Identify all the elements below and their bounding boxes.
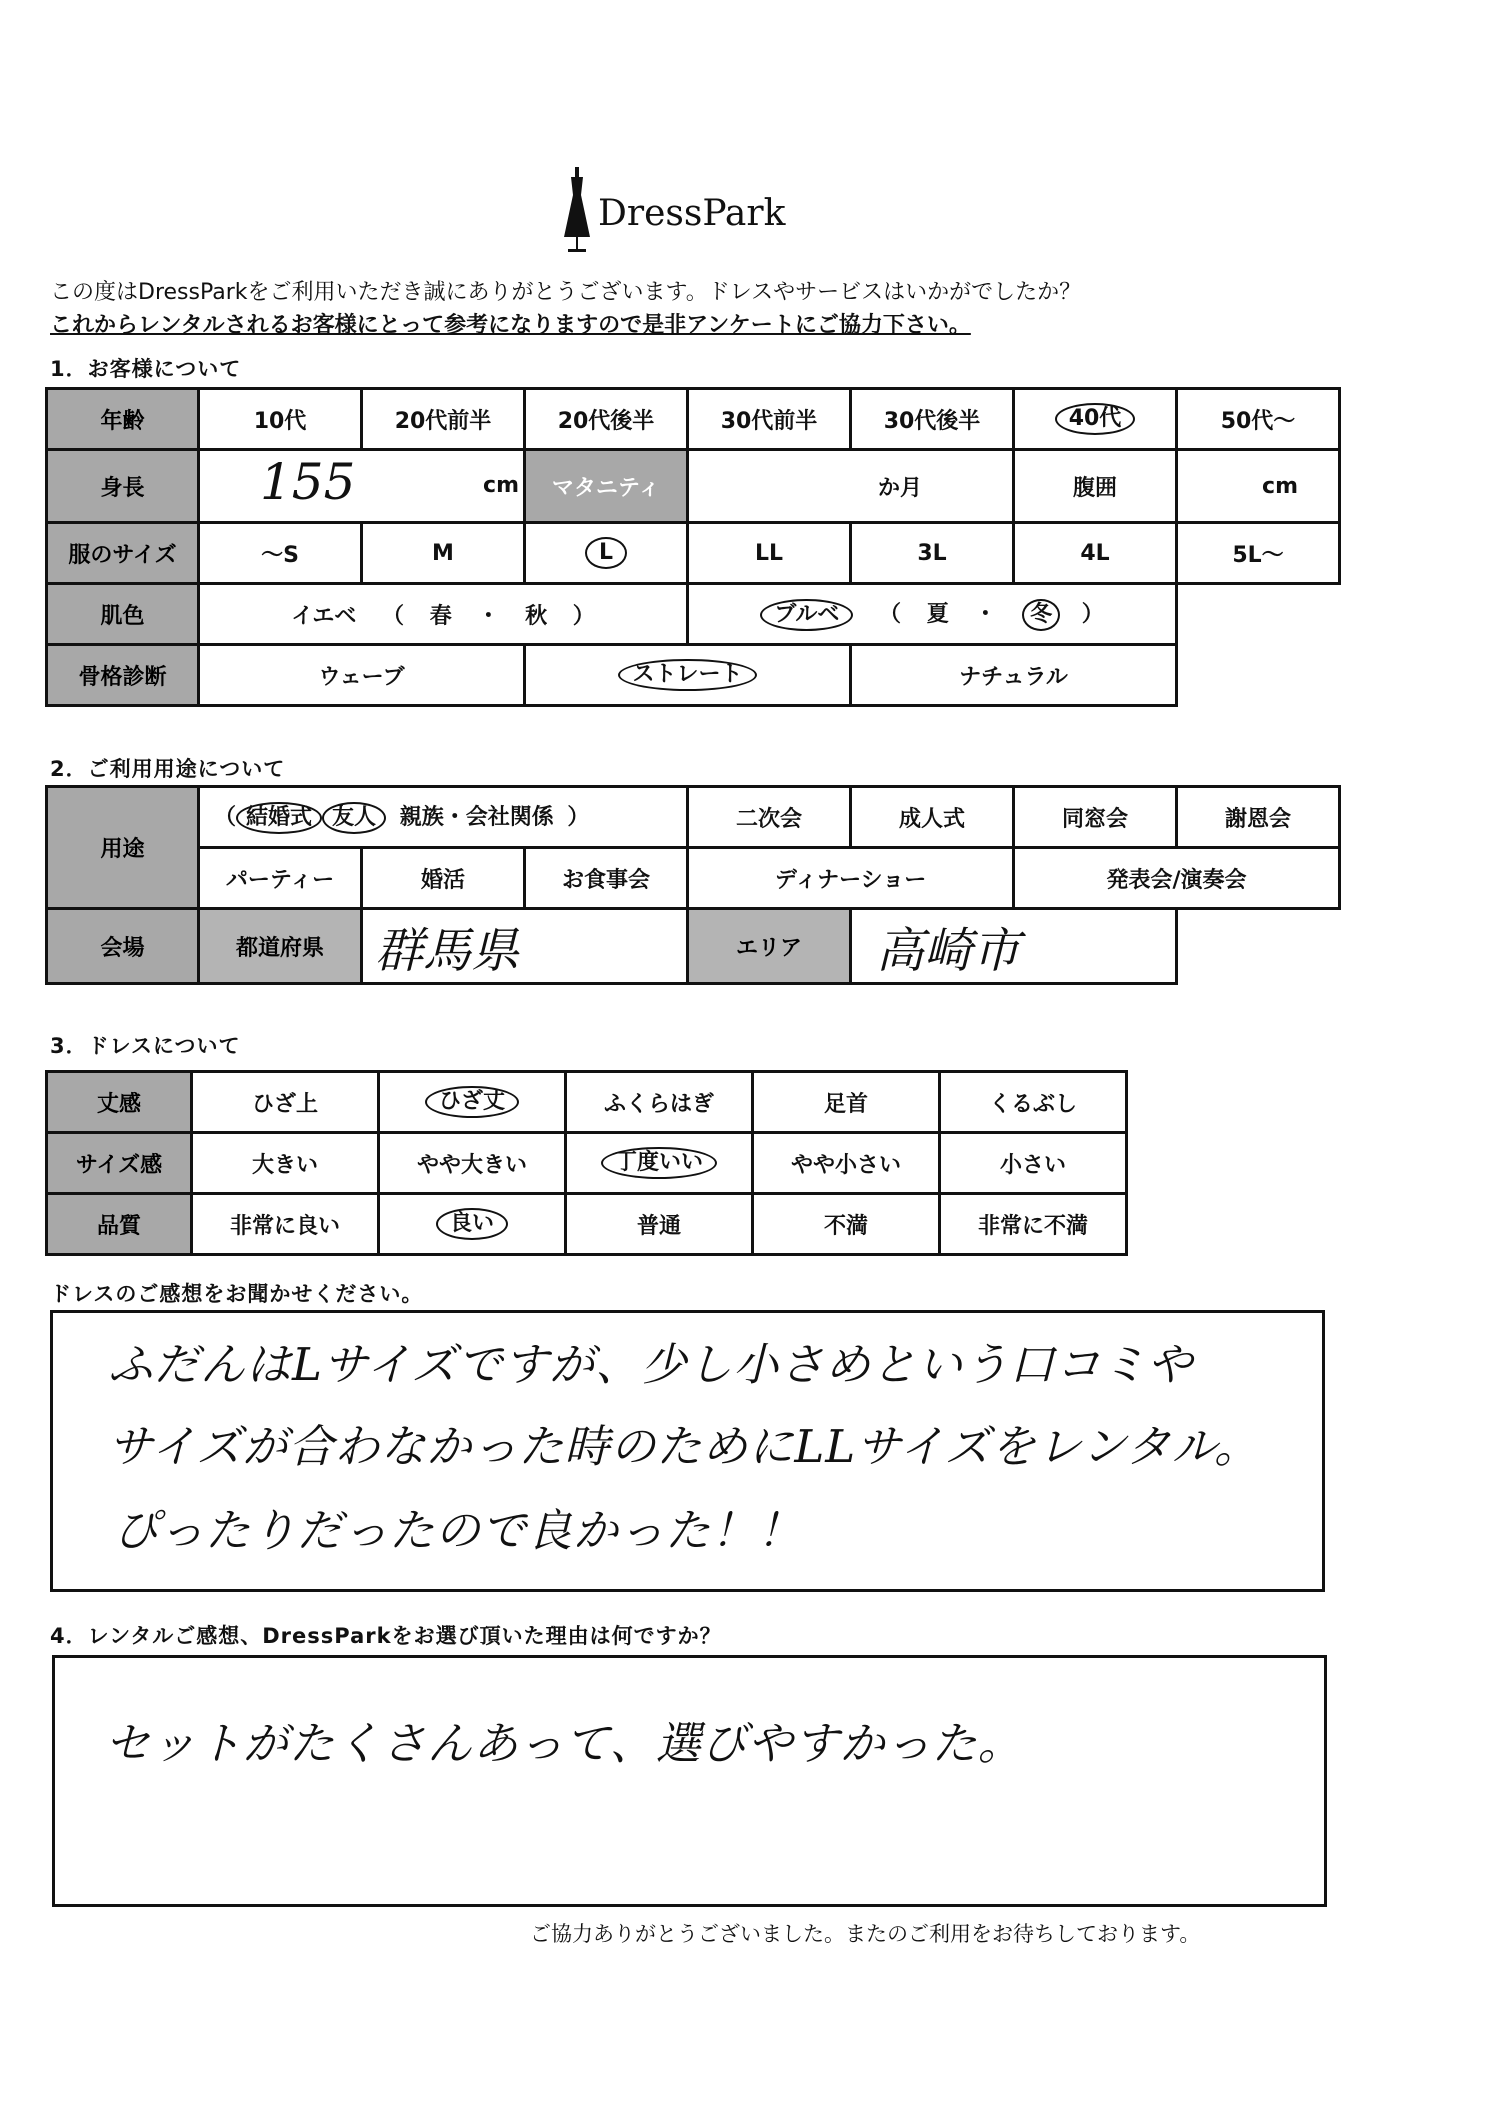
quality-option-selected[interactable] — [379, 1194, 566, 1255]
length-selected-circle: ひざ丈 — [425, 1086, 519, 1118]
length-option[interactable]: 足首 — [753, 1072, 940, 1133]
age-option[interactable]: 30代後半 — [851, 389, 1014, 450]
reason-answer: セットがたくさんあって、選びやすかった。 — [105, 1717, 1024, 1770]
quality-label: 品質 — [47, 1194, 192, 1255]
impression-box[interactable] — [50, 1310, 1325, 1592]
dress-table — [45, 1070, 1128, 1256]
purpose-option[interactable]: 謝恩会 — [1177, 787, 1340, 848]
section-1-title: 1．お客様について — [50, 357, 242, 381]
purpose-option[interactable]: パーティー — [199, 848, 362, 909]
footer-thanks: ご協力ありがとうございました。またのご利用をお待ちしております。 — [530, 1922, 1201, 1946]
blue-base-circle: ブルベ — [760, 599, 853, 631]
quality-option[interactable]: 不満 — [753, 1194, 940, 1255]
length-option[interactable]: くるぶし — [940, 1072, 1127, 1133]
purpose-option[interactable]: 同窓会 — [1014, 787, 1177, 848]
age-option[interactable]: 50代～ — [1177, 389, 1340, 450]
size-option[interactable]: LL — [688, 523, 851, 584]
quality-option[interactable]: 非常に良い — [192, 1194, 379, 1255]
area-value-cell[interactable] — [851, 909, 1177, 984]
spring: 春 — [429, 603, 452, 629]
size-option[interactable]: M — [362, 523, 525, 584]
dress-icon — [560, 165, 594, 255]
autumn: 秋 — [525, 603, 548, 629]
age-label: 年齢 — [47, 389, 199, 450]
age-option[interactable]: 20代後半 — [525, 389, 688, 450]
age-option-selected[interactable] — [1014, 389, 1177, 450]
paren: （ — [214, 804, 237, 830]
age-option[interactable]: 10代 — [199, 389, 362, 450]
reason-box[interactable] — [52, 1655, 1327, 1907]
size-option[interactable]: 3L — [851, 523, 1014, 584]
age-selected-circle: 40代 — [1055, 403, 1136, 435]
height-value: 155 — [260, 453, 356, 511]
dot: ・ — [477, 603, 500, 629]
pref-value-cell[interactable] — [362, 909, 688, 984]
fit-option-selected[interactable] — [566, 1133, 753, 1194]
skin-label: 肌色 — [47, 584, 199, 645]
quality-option[interactable]: 非常に不満 — [940, 1194, 1127, 1255]
body-option[interactable]: ウェーブ — [199, 645, 525, 706]
age-option[interactable]: 30代前半 — [688, 389, 851, 450]
waist-label: 腹囲 — [1014, 450, 1177, 523]
maternity-month-cell[interactable] — [688, 450, 1014, 523]
purpose-option[interactable]: 婚活 — [362, 848, 525, 909]
height-cell[interactable] — [199, 450, 525, 523]
quality-selected-circle: 良い — [436, 1208, 508, 1240]
wedding-circle: 結婚式 — [236, 802, 322, 834]
size-option-selected[interactable] — [525, 523, 688, 584]
length-option[interactable]: ひざ上 — [192, 1072, 379, 1133]
logo — [560, 165, 800, 255]
fit-option[interactable]: 大きい — [192, 1133, 379, 1194]
venue-label: 会場 — [47, 909, 199, 984]
size-option[interactable]: 4L — [1014, 523, 1177, 584]
impression-line: ふだんはLサイズですが、少し小さめという口コミや — [108, 1338, 1194, 1391]
waist-cell[interactable] — [1177, 450, 1340, 523]
section-3-title: 3．ドレスについて — [50, 1034, 241, 1058]
relatives: 親族・会社関係 — [399, 804, 554, 830]
month-unit: か月 — [877, 475, 922, 501]
area-label: エリア — [688, 909, 851, 984]
paren: ） — [567, 804, 590, 830]
area-value: 高崎市 — [876, 922, 1021, 979]
summer: 夏 — [926, 601, 949, 627]
usage-table — [45, 785, 1341, 985]
height-label: 身長 — [47, 450, 199, 523]
purpose-option[interactable]: 発表会/演奏会 — [1014, 848, 1340, 909]
age-option[interactable]: 20代前半 — [362, 389, 525, 450]
length-label: 丈感 — [47, 1072, 192, 1133]
maternity-label: マタニティ — [525, 450, 688, 523]
body-selected-circle: ストレート — [618, 659, 756, 691]
pref-value: 群馬県 — [375, 922, 520, 979]
impression-line: サイズが合わなかった時のためにLLサイズをレンタル。 — [108, 1420, 1261, 1473]
size-option[interactable]: ～S — [199, 523, 362, 584]
section-2-title: 2．ご利用用途について — [50, 757, 286, 781]
height-unit: cm — [483, 473, 519, 498]
paren: ） — [1081, 601, 1104, 627]
fit-option[interactable]: やや小さい — [753, 1133, 940, 1194]
purpose-option[interactable]: 成人式 — [851, 787, 1014, 848]
section-4-title: 4．レンタルご感想、DressParkをお選び頂いた理由は何ですか？ — [50, 1624, 722, 1648]
body-option-selected[interactable] — [525, 645, 851, 706]
customer-table — [45, 387, 1341, 707]
fit-label: サイズ感 — [47, 1133, 192, 1194]
intro-line-2: これからレンタルされるお客様にとって参考になりますので是非アンケートにご協力下さい。 — [50, 313, 971, 338]
quality-option[interactable]: 普通 — [566, 1194, 753, 1255]
size-label: 服のサイズ — [47, 523, 199, 584]
purpose-option[interactable]: 二次会 — [688, 787, 851, 848]
logo-text: DressPark — [598, 193, 786, 234]
length-option[interactable]: ふくらはぎ — [566, 1072, 753, 1133]
size-selected-circle: L — [585, 537, 627, 569]
waist-unit: cm — [1262, 473, 1298, 499]
friend-circle: 友人 — [322, 802, 386, 834]
body-label: 骨格診断 — [47, 645, 199, 706]
wedding-cell[interactable] — [199, 787, 688, 848]
purpose-option[interactable]: お食事会 — [525, 848, 688, 909]
length-option-selected[interactable] — [379, 1072, 566, 1133]
intro-line-1: この度はDressParkをご利用いただき誠にありがとうございます。ドレスやサービスはいかがでしたか？ — [50, 280, 1082, 305]
pref-label: 都道府県 — [199, 909, 362, 984]
purpose-label: 用途 — [47, 787, 199, 909]
paren: （ — [382, 603, 405, 629]
impression-title: ドレスのご感想をお聞かせください。 — [50, 1282, 424, 1306]
fit-selected-circle: 丁度いい — [601, 1147, 717, 1179]
skin-yellow-cell[interactable] — [199, 584, 688, 645]
dot: ・ — [974, 601, 997, 627]
paren: ） — [572, 603, 595, 629]
body-option[interactable]: ナチュラル — [851, 645, 1177, 706]
paren: （ — [879, 601, 902, 627]
size-option[interactable]: 5L～ — [1177, 523, 1340, 584]
skin-blue-cell[interactable] — [688, 584, 1177, 645]
yellow-base: イエベ — [291, 603, 357, 629]
impression-line: ぴったりだったので良かった！！ — [113, 1504, 804, 1557]
winter-circle: 冬 — [1022, 599, 1060, 631]
fit-option[interactable]: やや大きい — [379, 1133, 566, 1194]
fit-option[interactable]: 小さい — [940, 1133, 1127, 1194]
purpose-option[interactable]: ディナーショー — [688, 848, 1014, 909]
